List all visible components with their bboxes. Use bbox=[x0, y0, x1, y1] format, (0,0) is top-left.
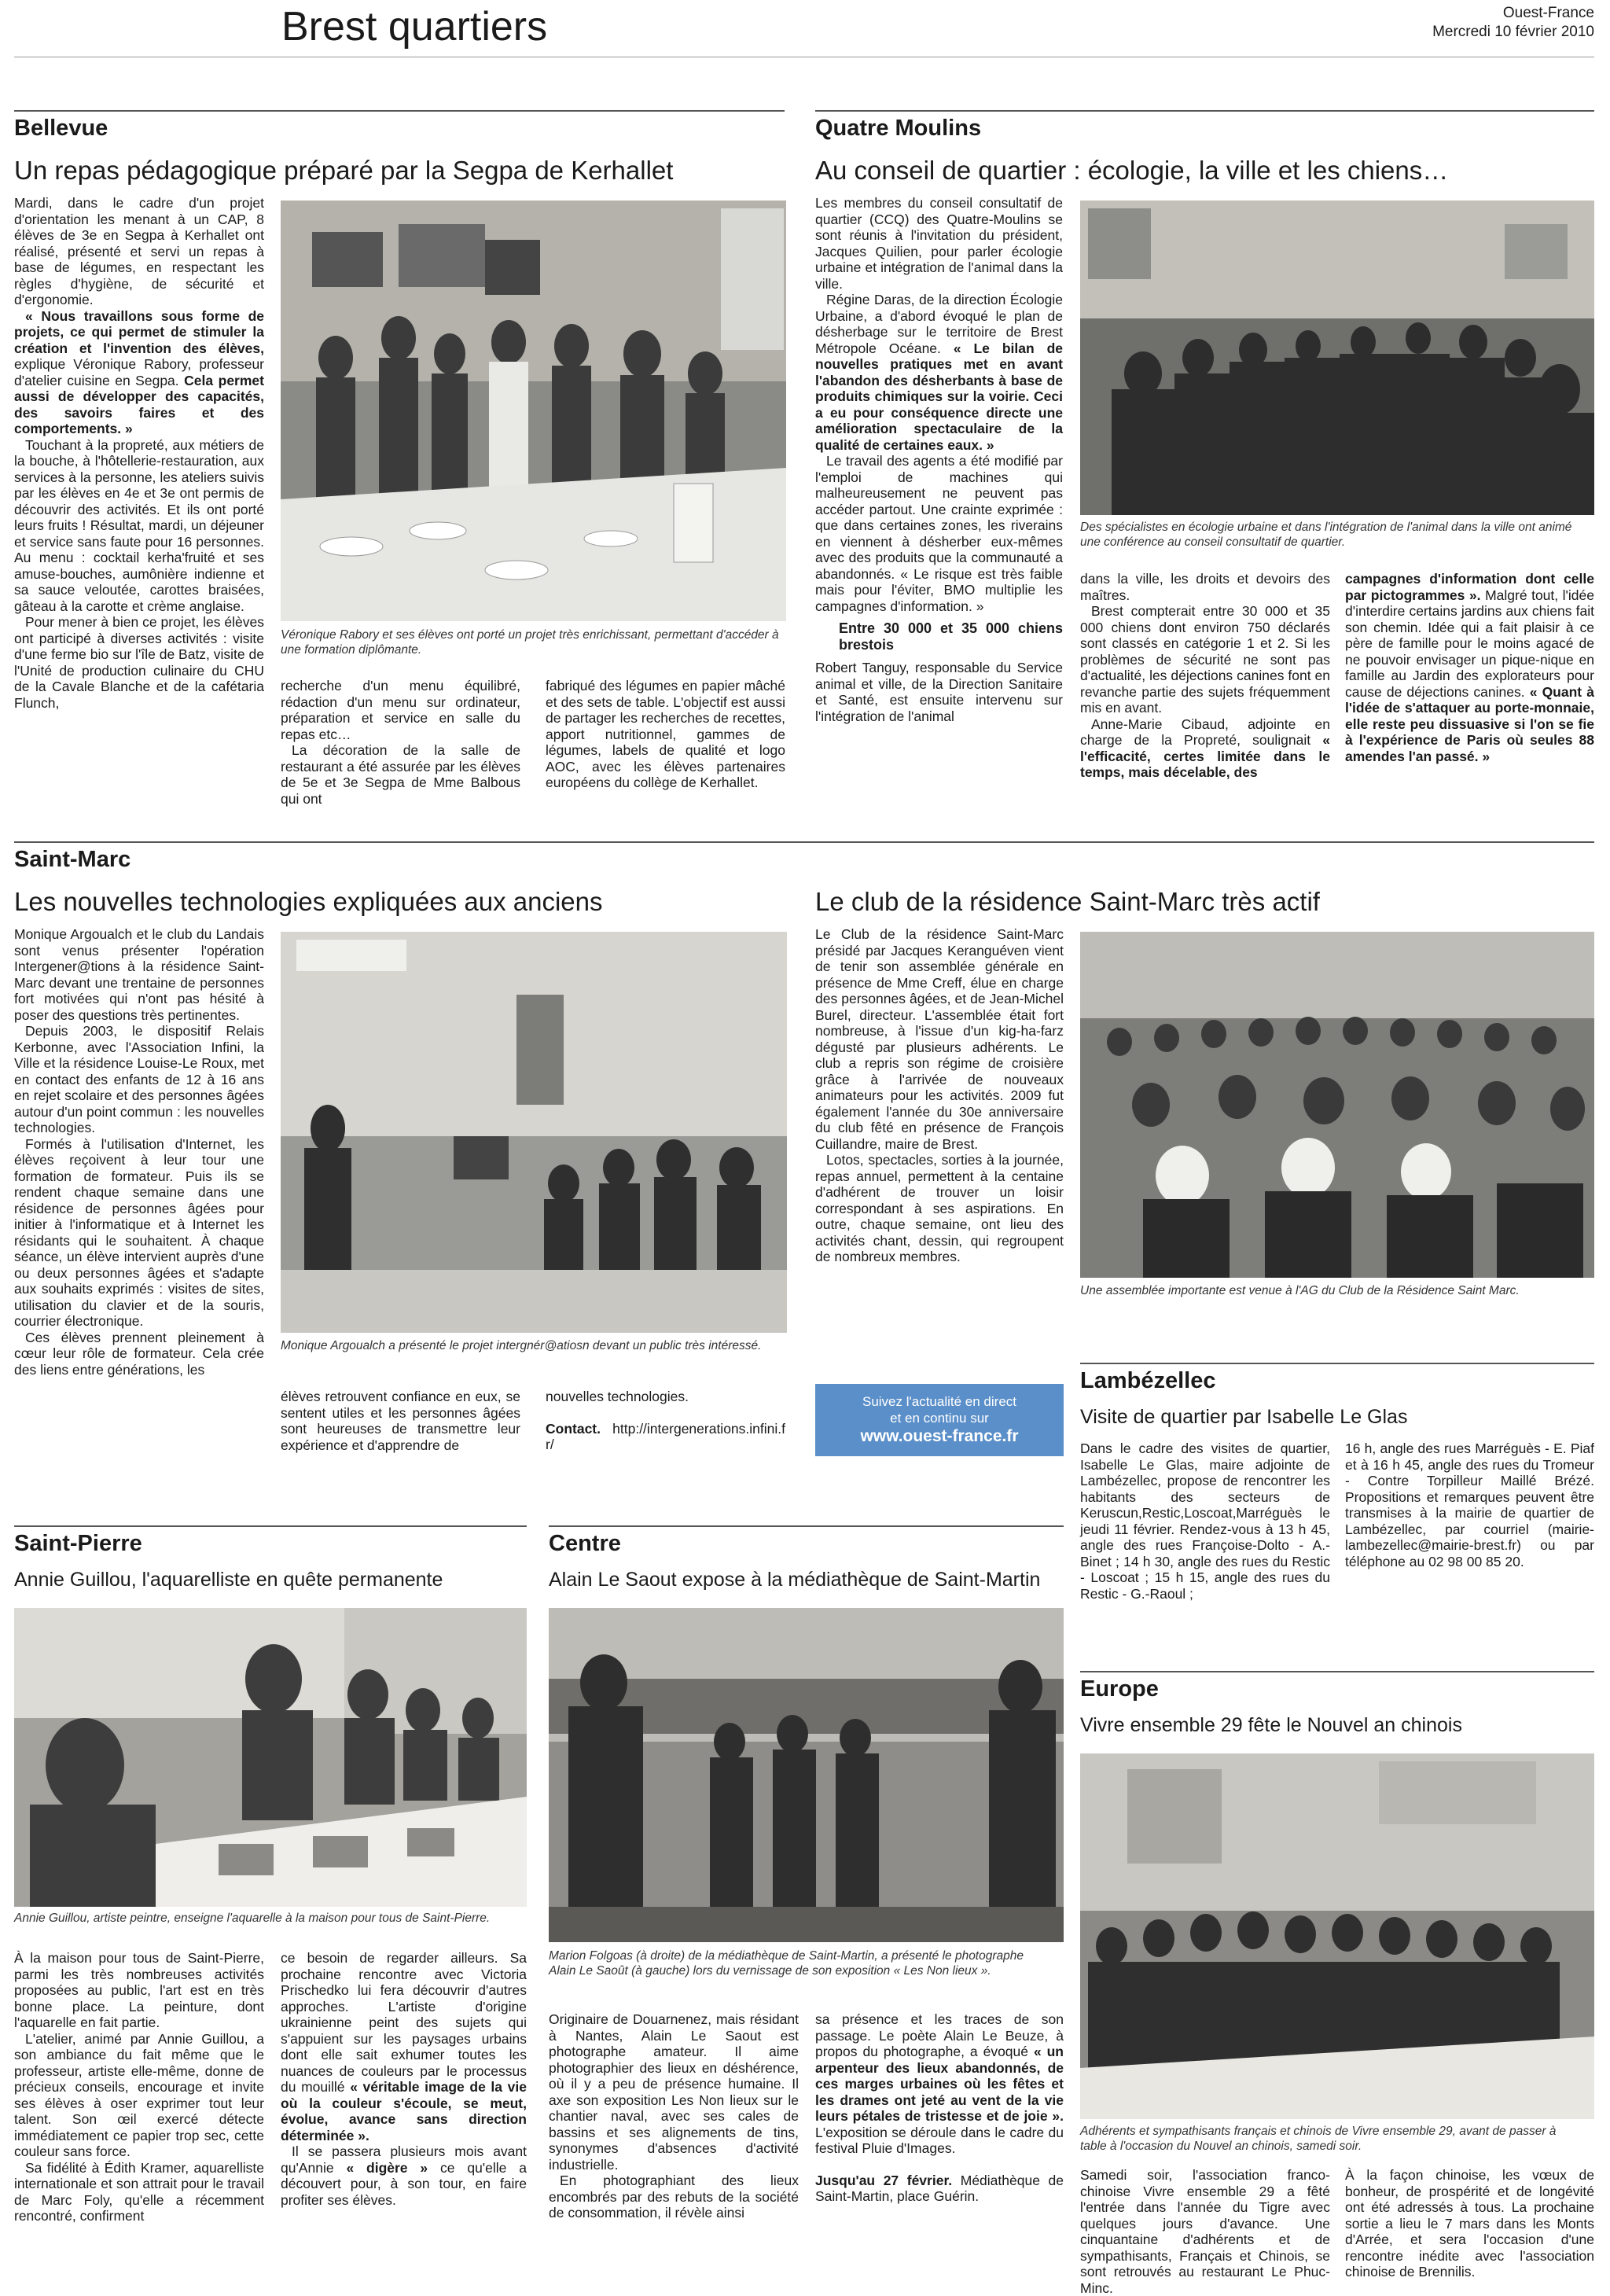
saint-pierre-caption: Annie Guillou, artiste peintre, enseigne l'aquarelle à la maison pour tous de Saint-Pierre. bbox=[14, 1911, 491, 1925]
saint-pierre-rule bbox=[14, 1525, 527, 1527]
quote: « véritable image de la vie où la couleur s'écoule, se meut, évolue, avance sans direction déterminée ». bbox=[281, 2079, 527, 2143]
quatre-moulins-col1 bbox=[815, 195, 1063, 724]
saint-marc-section: Saint-Marc bbox=[14, 847, 131, 872]
paragraph: nouvelles technologies. bbox=[546, 1389, 689, 1404]
paper-name: Ouest-France bbox=[1502, 5, 1594, 21]
promo-box[interactable] bbox=[815, 1384, 1064, 1456]
paragraph: Les membres du conseil consultatif de quartier (CCQ) des Quatre-Moulins se sont réunis à l'invitation du président, Jacques Quilien, pour parler écologie urbaine et intégration de l'animal dans la ville. bbox=[815, 195, 1063, 292]
paragraph-text: L'exposition se déroule dans le cadre du festival Pluie d'Images. bbox=[815, 2124, 1064, 2156]
saint-marc-col2 bbox=[281, 1389, 520, 1453]
paragraph-text: ce qu'elle a découvert pour, à son tour, en faire profiter ses élèves. bbox=[281, 2159, 527, 2208]
quote-end: Cela permet aussi de développer des capacités, des savoirs faires et des comportements. » bbox=[14, 372, 264, 436]
paragraph: recherche d'un menu équilibré, rédaction d'un menu sur ordinateur, préparation et service en salle du repas etc… bbox=[281, 678, 520, 742]
quote-attribution: explique Véronique Rabory, professeur d'atelier cuisine en Segpa. bbox=[14, 356, 264, 388]
exhibition-dates: Jusqu'au 27 février. bbox=[815, 2172, 953, 2188]
saint-marc-rule bbox=[14, 841, 1594, 843]
quote: « Quant à l'idée de s'attaquer au porte-monnaie, elle reste peu dissuasive si l'on se fie à l'expérience de Paris où seules 88 amendes l'an passé. » bbox=[1345, 683, 1594, 764]
lambezellec-col2 bbox=[1345, 1441, 1594, 1569]
europe-section: Europe bbox=[1080, 1676, 1159, 1702]
europe-photo bbox=[1080, 1753, 1594, 2119]
saint-pierre-headline: Annie Guillou, l'aquarelliste en quête permanente bbox=[14, 1569, 443, 1591]
paragraph: Lotos, spectacles, sorties à la journée, repas annuel, permettent à la centaine d'adhérent de trouver un loisir correspondant à ses aspirations. En outre, chaque semaine, ont lieu des activités chant, dessin, qui regroupent de nombreux membres. bbox=[815, 1152, 1064, 1264]
paragraph: fabriqué des légumes en papier mâché et des sets de table. L'objectif est aussi de partager les recherches de recettes, apport nutritionnel, gammes de légumes, labels de qualité et logo AOC, avec les élèves partenaires européens du collège de Kerhallet. bbox=[546, 678, 785, 790]
lambezellec-col1 bbox=[1080, 1441, 1330, 1602]
paragraph: Monique Argoualch et le club du Landais sont venus présenter l'opération Intergener@tions à la résidence Saint-Marc devant une trentaine de personnes fort motivées qui n'ont pas hésité à poser des questions très pertinentes. bbox=[14, 926, 264, 1023]
paragraph: Samedi soir, l'association franco-chinoise Vivre ensemble 29 a fêté l'entrée dans l'année du Tigre avec quelques jours d'avance. Une cinquantaine d'adhérents et de sympathisants, Français et Chinois, se sont retrouvés au restaurant Le Phuc-Minc. bbox=[1080, 2167, 1330, 2296]
paragraph: La décoration de la salle de restaurant a été assurée par les élèves de 5e et 3e Segpa de Mme Balbous qui ont bbox=[281, 742, 520, 807]
saint-pierre-photo bbox=[14, 1608, 527, 1907]
bellevue-section: Bellevue bbox=[14, 116, 108, 141]
paragraph: dans la ville, les droits et devoirs des maîtres. bbox=[1080, 571, 1330, 603]
paragraph: Brest compterait entre 30 000 et 35 000 chiens dont environ 750 déclarés sont classés en catégorie 1 et 2. Si les problèmes de sécurité ne sont pas d'actualité, les déjections canines font en revanche partie des sujets fréquemment mis en avant. bbox=[1080, 603, 1330, 716]
quatre-moulins-section: Quatre Moulins bbox=[815, 116, 982, 141]
centre-col2 bbox=[815, 2011, 1064, 2205]
saint-marc-headline: Les nouvelles technologies expliquées aux anciens bbox=[14, 887, 603, 916]
paragraph: En photographiant des lieux encombrés par des rebuts de la société de consommation, il révèle ainsi bbox=[549, 2173, 799, 2221]
club-headline: Le club de la résidence Saint-Marc très actif bbox=[815, 887, 1320, 916]
contact-url[interactable]: http://intergenerations.infini.fr/ bbox=[546, 1420, 785, 1452]
quote: « digère » bbox=[346, 2159, 428, 2176]
bellevue-col1 bbox=[14, 195, 264, 711]
promo-url[interactable]: www.ouest-france.fr bbox=[860, 1427, 1019, 1445]
centre-headline: Alain Le Saout expose à la médiathèque de Saint-Martin bbox=[549, 1569, 1041, 1591]
quote: « Nous travaillons sous forme de projets, ce qui permet de stimuler la création et l'invention des élèves, bbox=[14, 307, 264, 356]
paragraph: élèves retrouvent confiance en eux, se sentent utiles et les personnes âgées sont heureuses de transmettre leur expérience et d'apprendre de bbox=[281, 1389, 520, 1453]
lambezellec-section: Lambézellec bbox=[1080, 1368, 1216, 1393]
paragraph: L'atelier, animé par Annie Guillou, a son ambiance du fait même que le professeur, artiste elle-même, donne de précieux conseils, encourage et invite ses élèves à oser exprimer tout leur talent. Son œil exercé détecte immédiatement ce papier trop sec, cette couleur sans force. bbox=[14, 2030, 264, 2159]
exhibition-venue: Médiathèque de Saint-Martin, place Guérin. bbox=[815, 2172, 1064, 2204]
europe-rule bbox=[1080, 1671, 1594, 1672]
paragraph: Robert Tanguy, responsable du Service animal et ville, de la Direction Sanitaire et Santé, est ensuite intervenu sur l'intégration de l'animal bbox=[815, 660, 1063, 724]
saint-pierre-col1 bbox=[14, 1950, 264, 2224]
paragraph: Ces élèves prennent pleinement à cœur leur rôle de formateur. Cela crée des liens entre générations, les bbox=[14, 1329, 264, 1378]
centre-rule bbox=[549, 1525, 1064, 1527]
paragraph: Dans le cadre des visites de quartier, Isabelle Le Glas, maire adjointe de Lambézellec, propose de rencontrer les habitants des secteurs de Keruscun,Restic,Loscoat,Marréguès le jeudi 11 février. Rendez-vous à 13 h 45, angle des rues Françoise-Dolto - A.-Binet ; 14 h 30, angle des rues du Restic - Loscoat ; 15 h 15, angle des rues du Restic - G.-Raoul ; bbox=[1080, 1441, 1330, 1602]
paragraph: Touchant à la propreté, aux métiers de la bouche, à l'hôtellerie-restauration, aux services à la personne, les ateliers suivis par les élèves en 4e et 3e ont permis de découvrir des activités. Et ils ont porté leurs fruits ! Résultat, mardi, un déjeuner et service sans faute pour 16 personnes. Au menu : cocktail kerha'fruité et ses amuse-bouches, aumônière indienne et sa sauce veloutée, carottes braisées, gâteau à la carotte et crème anglaise. bbox=[14, 436, 264, 614]
bellevue-col2 bbox=[281, 678, 520, 807]
saint-pierre-col2 bbox=[281, 1950, 527, 2208]
paragraph-text: Malgré tout, l'idée d'interdire certains jardins aux chiens fait son chemin. Idée qui a fait plaisir à ce père de famille pour le moins agacé de ne pouvoir envisager un pique-nique en famille au Jardin des explorateurs pour cause de déjections canines. bbox=[1345, 587, 1594, 700]
centre-caption: Marion Folgoas (à droite) de la médiathèque de Saint-Martin, a présenté le photographe Alain Le Saoût (à gauche) lors du vernissage de son exposition « Les Non lieux ». bbox=[549, 1949, 1024, 1978]
quatre-moulins-col3 bbox=[1345, 571, 1594, 764]
paragraph: Pour mener à bien ce projet, les élèves ont participé à diverses activités : visite d'une ferme bio sur l'île de Batz, visite de l'Unité de production culinaire du CHU de la Cavale Blanche et de la cafétaria Flunch, bbox=[14, 614, 264, 711]
club-col1 bbox=[815, 926, 1064, 1265]
quote: « l'efficacité, certes limitée dans le temps, mais décelable, des bbox=[1080, 732, 1330, 780]
interheading: Entre 30 000 et 35 000 chiens brestois bbox=[839, 620, 1063, 653]
paragraph bbox=[14, 308, 264, 437]
quatre-moulins-headline: Au conseil de quartier : écologie, la ville et les chiens… bbox=[815, 156, 1449, 185]
saint-marc-col1 bbox=[14, 926, 264, 1378]
centre-section: Centre bbox=[549, 1531, 621, 1556]
paragraph: Formés à l'utilisation d'Internet, les élèves reçoivent à leur tour une formation de formateur. Puis ils se rendent chaque semaine dans une résidence de personnes âgées pour initier à l'informatique et à Internet les résidants qui le souhaitent. À chaque séance, un élève intervient auprès d'une ou deux personnes âgées et s'adapte aux souhaits exprimés : visites de sites, utilisation du clavier et de la souris, courrier électronique. bbox=[14, 1135, 264, 1329]
bellevue-col3 bbox=[546, 678, 785, 791]
centre-photo bbox=[549, 1608, 1064, 1942]
paragraph bbox=[815, 292, 1063, 453]
quatre-moulins-caption: Des spécialistes en écologie urbaine et dans l'intégration de l'animal dans la ville ont animé une conférence au conseil consultatif de quartier. bbox=[1080, 521, 1572, 549]
bellevue-headline: Un repas pédagogique préparé par la Segpa de Kerhallet bbox=[14, 156, 674, 185]
quote: « Le bilan de nouvelles pratiques met en avant l'abandon des désherbants à base de produits chimiques sur la voirie. Ceci a eu pour conséquence directe une amélioration spectaculaire de la qualité de certaines eaux. » bbox=[815, 340, 1063, 453]
paragraph bbox=[1345, 571, 1594, 764]
saint-marc-col3 bbox=[546, 1389, 785, 1453]
paragraph: 16 h, angle des rues Marréguès - E. Piaf et à 16 h 45, angle des rues du Tromeur - Contre Torpilleur Maillé Brézé. Propositions et remarques peuvent être transmises à la mairie de quartier de Lambézellec, par courriel (mairie-lambezellec@mairie-brest.fr) ou par téléphone au 02 98 00 85 20. bbox=[1345, 1441, 1594, 1569]
paragraph-text: sa présence et les traces de son passage. Le poète Alain Le Beuze, à propos du photographe, a évoqué bbox=[815, 2011, 1064, 2059]
quote: « un arpenteur des lieux abandonnés, de ces marges urbaines où les fêtes et les drames ont jeté au vent de la vie leurs pétales de tristesse et de joie ». bbox=[815, 2044, 1064, 2124]
europe-col1 bbox=[1080, 2167, 1330, 2296]
paragraph bbox=[546, 1421, 785, 1453]
paragraph: Le travail des agents a été modifié par l'emploi de machines qui malheureusement ne peuvent pas accéder partout. Une crainte exprimée : que dans certaines zones, les riverains en viennent à désherber eux-mêmes avec des produits que la communauté a abandonnés. « Le risque est très faible mais pour l'éviter, BMO multiplie les campagnes d'information. » bbox=[815, 453, 1063, 614]
quote: campagnes d'information dont celle par pictogrammes ». bbox=[1345, 571, 1594, 603]
bellevue-photo bbox=[281, 201, 786, 621]
paragraph: À la façon chinoise, les vœux de bonheur, de prospérité et de longévité ont été adressés à tous. La prochaine sortie a lieu le 7 mars dans les Monts d'Arrée, et sera l'occasion d'une rencontre inédite avec l'association chinoise de Brennilis. bbox=[1345, 2167, 1594, 2279]
paragraph: Originaire de Douarnenez, mais résidant à Nantes, Alain Le Saout est photographe amateur. Il aime photographier des lieux en déshérence, où il y a peu de présence humaine. Il axe son exposition Les Non lieux sur le chantier naval, avec ses cales de bassins et ses alignements de tins, synonymes d'absences d'activité industrielle. bbox=[549, 2011, 799, 2173]
lambezellec-rule bbox=[1080, 1363, 1594, 1364]
quatre-moulins-col2 bbox=[1080, 571, 1330, 781]
club-caption: Une assemblée importante est venue à l'AG du Club de la Résidence Saint Marc. bbox=[1080, 1284, 1520, 1297]
paragraph bbox=[815, 2011, 1064, 2157]
paragraph: À la maison pour tous de Saint-Pierre, parmi les très nombreuses activités proposées au public, l'art est en très bonne place. La peinture, dont l'aquarelle en fait partie. bbox=[14, 1950, 264, 2030]
paragraph: Depuis 2003, le dispositif Relais Kerbonne, avec l'Association Infini, la Ville et la résidence Louise-Le Roux, met en contact des enfants de 12 à 16 ans en rejet scolaire et des personnes âgées autour d'un point commun : les nouvelles technologies. bbox=[14, 1023, 264, 1135]
paragraph: Le Club de la résidence Saint-Marc présidé par Jacques Keranguéven vient de tenir son assemblée générale en présence de Mme Creff, élue en charge des personnes âgées, et de Jean-Michel Burel, directeur. L'assemblée était fort nombreuse, à l'issue d'un kig-ha-farz dégusté par plusieurs adhérents. Le club a repris son régime de croisière grâce à l'arrivée de nouveaux animateurs pour les activités. 2009 fut également l'année du 30e anniversaire du club fêté en présence de François Cuillandre, maire de Brest. bbox=[815, 926, 1064, 1152]
paragraph-text: Il se passera plusieurs mois avant qu'Annie bbox=[281, 2143, 527, 2176]
paragraph: Mardi, dans le cadre d'un projet d'orientation les menant à un CAP, 8 élèves de 3e en Segpa à Kerhallet ont réalisé, présenté et servi un repas à base de légumes, en respectant les règles d'hygiène, de sécurité et d'ergonomie. bbox=[14, 195, 264, 307]
saint-marc-caption: Monique Argoualch a présenté le projet intergnér@atiosn devant un public très intéressé. bbox=[281, 1339, 762, 1352]
paragraph bbox=[1080, 716, 1330, 781]
europe-headline: Vivre ensemble 29 fête le Nouvel an chinois bbox=[1080, 1714, 1462, 1736]
paragraph bbox=[281, 2143, 527, 2208]
club-photo bbox=[1080, 932, 1594, 1278]
promo-line1: Suivez l'actualité en direct bbox=[862, 1394, 1016, 1409]
centre-col1 bbox=[549, 2011, 799, 2221]
saint-marc-photo bbox=[281, 932, 787, 1333]
quatre-moulins-photo bbox=[1080, 201, 1594, 515]
paragraph bbox=[281, 1950, 527, 2143]
quatre-moulins-rule bbox=[815, 110, 1594, 112]
promo-line2: et en continu sur bbox=[890, 1411, 989, 1426]
contact-label: Contact. bbox=[546, 1420, 601, 1437]
paragraph-text: ce besoin de regarder ailleurs. Sa prochaine rencontre avec Victoria Prischedko lui fera découvrir d'autres approches. L'artiste d'origine ukrainienne peint des sujets qui s'appuient sur les paysages urbains dont elle sait exhumer toutes les nuances de couleurs par le processus du mouillé bbox=[281, 1950, 527, 2095]
issue-date: Mercredi 10 février 2010 bbox=[1432, 24, 1594, 40]
europe-col2 bbox=[1345, 2167, 1594, 2280]
masthead-title: Brest quartiers bbox=[281, 4, 548, 50]
europe-caption: Adhérents et sympathisants français et chinois de Vivre ensemble 29, avant de passer à table à l'occasion du Nouvel an chinois, samedi soir. bbox=[1080, 2125, 1557, 2153]
paragraph-text: Régine Daras, de la direction Écologie Urbaine, a d'abord évoqué le plan de désherbage sur le territoire de Brest Métropole Océane. bbox=[815, 292, 1063, 356]
paragraph bbox=[815, 2173, 1064, 2205]
paragraph: Sa fidélité à Édith Kramer, aquarelliste internationale et son attrait pour le travail de Marc Foly, qu'elle a récemment rencontré, confirment bbox=[14, 2159, 264, 2224]
bellevue-rule bbox=[14, 110, 785, 112]
paragraph-text: Anne-Marie Cibaud, adjointe en charge de la Propreté, soulignait bbox=[1080, 716, 1330, 748]
saint-pierre-section: Saint-Pierre bbox=[14, 1531, 142, 1556]
lambezellec-headline: Visite de quartier par Isabelle Le Glas bbox=[1080, 1406, 1408, 1428]
bellevue-caption: Véronique Rabory et ses élèves ont porté un projet très enrichissant, permettant d'accéder à une formation diplômante. bbox=[281, 628, 779, 657]
